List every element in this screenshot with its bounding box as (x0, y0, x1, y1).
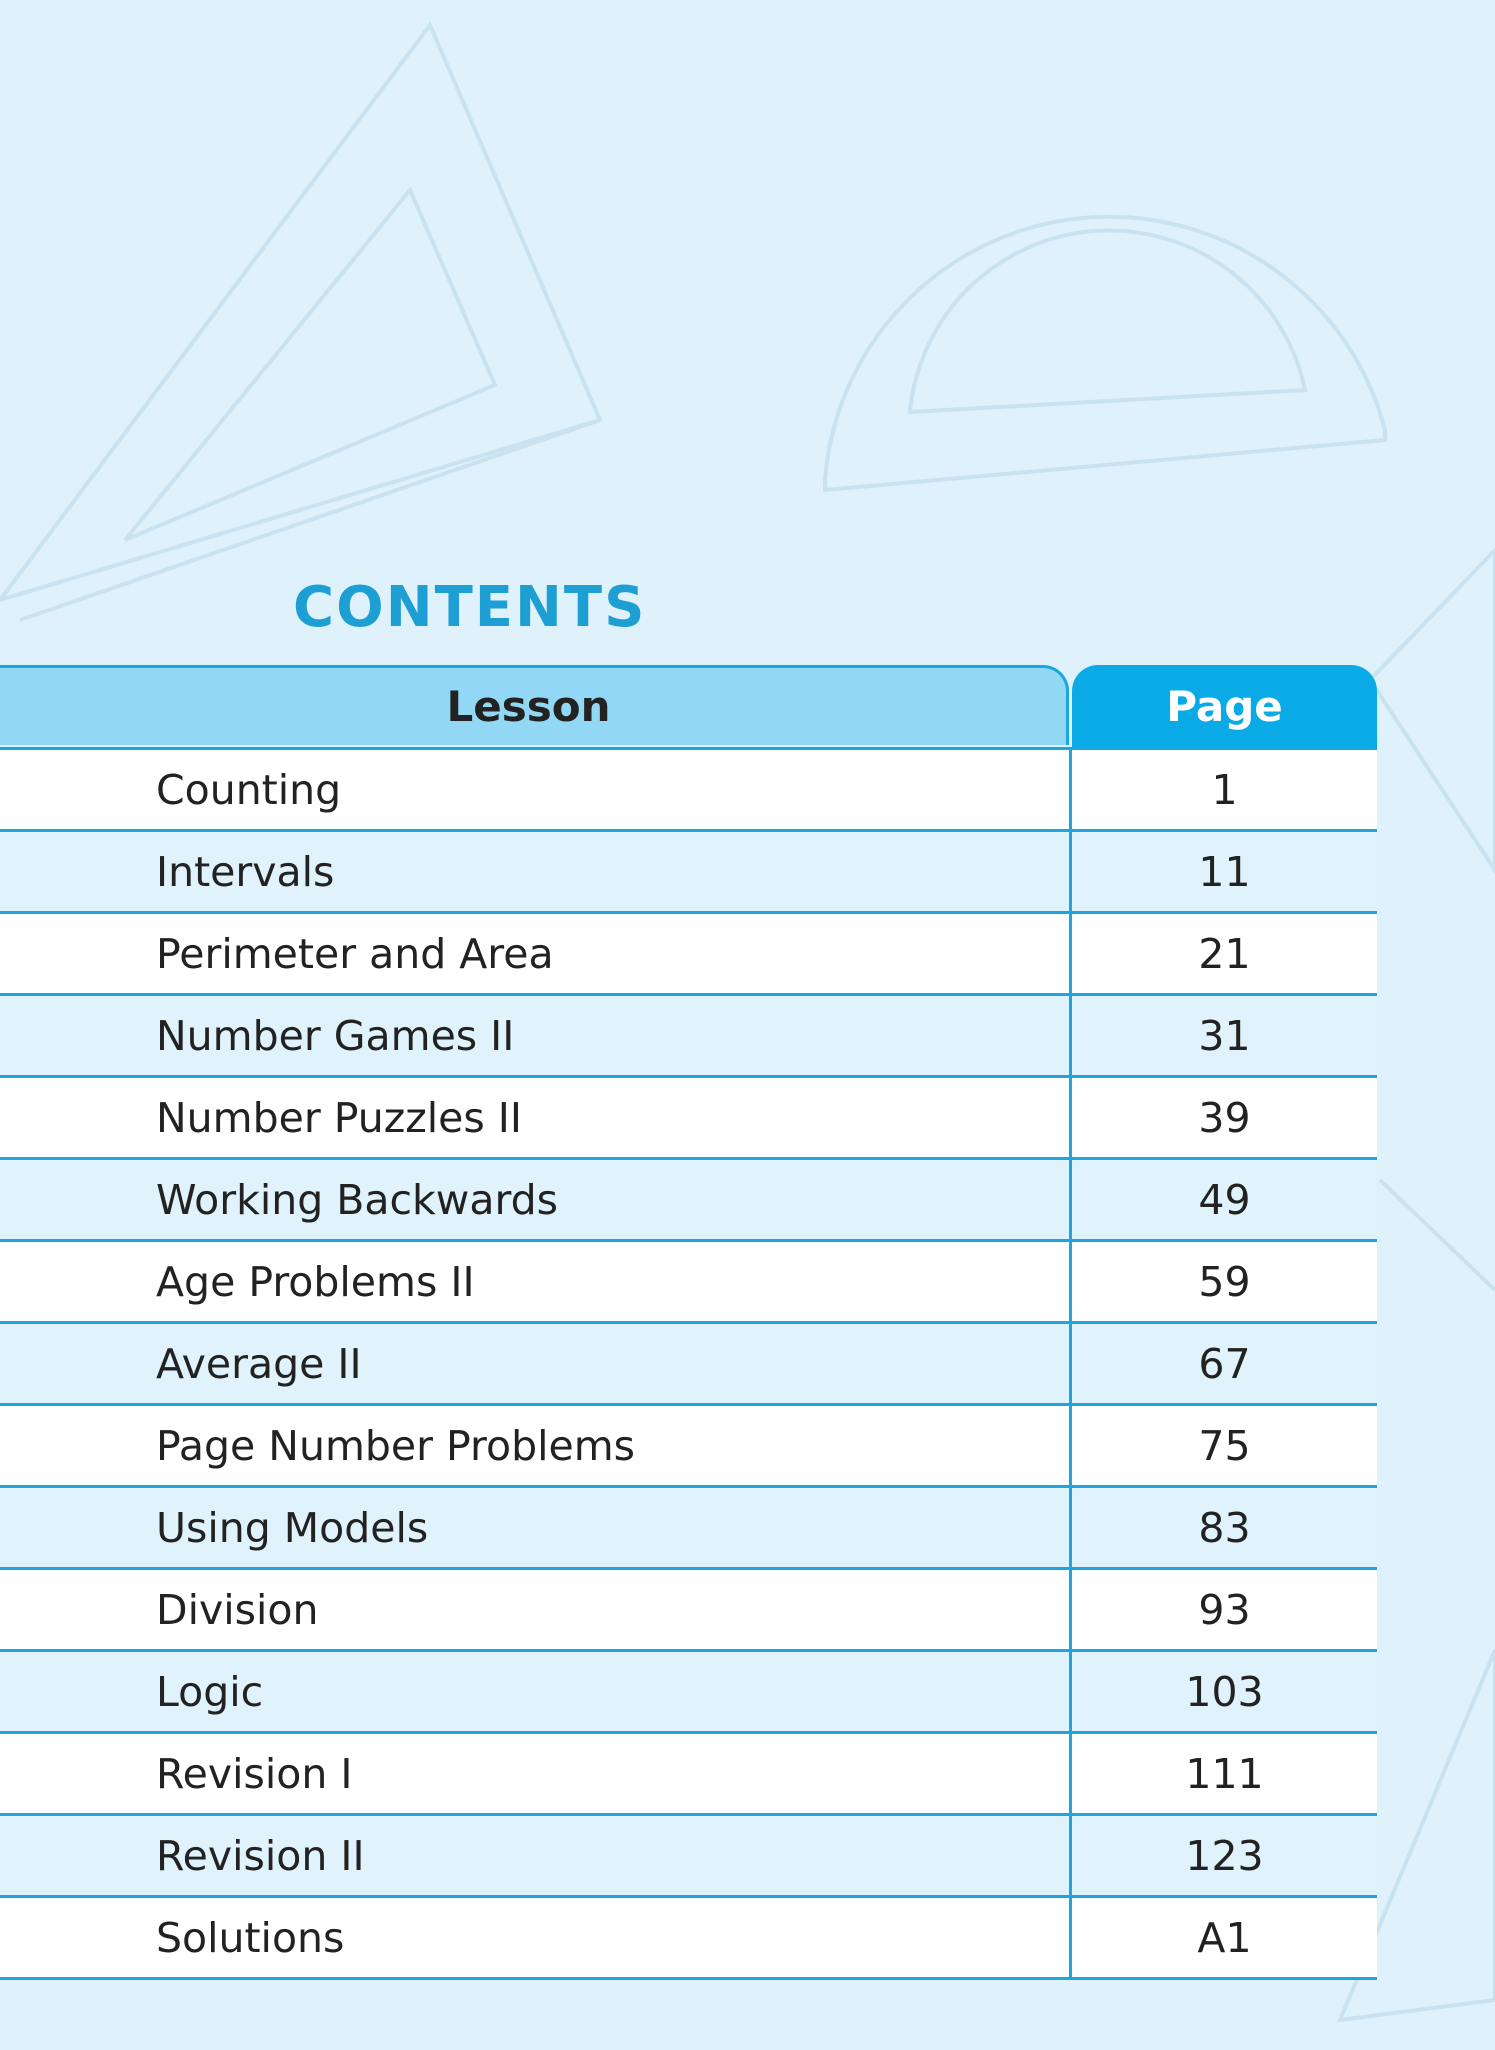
page-column-header: Page (1072, 665, 1377, 747)
page-number: 103 (1069, 1652, 1377, 1731)
page-number: 75 (1069, 1406, 1377, 1485)
lesson-title: Average II (156, 1339, 362, 1388)
page-number: 31 (1069, 996, 1377, 1075)
page-number: 1 (1069, 750, 1377, 829)
page-number: 67 (1069, 1324, 1377, 1403)
page-number: 11 (1069, 832, 1377, 911)
lesson-title: Revision I (156, 1749, 353, 1798)
page-title: CONTENTS (293, 575, 647, 640)
page-number: 49 (1069, 1160, 1377, 1239)
protractor-icon (825, 217, 1385, 490)
table-row (0, 1403, 1377, 1485)
table-row (0, 1239, 1377, 1321)
lesson-title: Intervals (156, 847, 335, 896)
page-number: A1 (1069, 1898, 1377, 1977)
table-row (0, 829, 1377, 911)
lesson-title: Page Number Problems (156, 1421, 636, 1470)
page-number: 39 (1069, 1078, 1377, 1157)
page-number: 123 (1069, 1816, 1377, 1895)
page-number: 59 (1069, 1242, 1377, 1321)
lesson-column-header: Lesson (0, 665, 1069, 745)
lesson-title: Number Games II (156, 1011, 515, 1060)
table-row (0, 1731, 1377, 1813)
set-square-icon (0, 25, 600, 620)
table-row (0, 993, 1377, 1075)
table-row (0, 1649, 1377, 1731)
page-number: 21 (1069, 914, 1377, 993)
lesson-title: Age Problems II (156, 1257, 475, 1306)
table-row (0, 1157, 1377, 1239)
lesson-title: Perimeter and Area (156, 929, 554, 978)
contents-table (0, 665, 1377, 1980)
lesson-title: Solutions (156, 1913, 345, 1962)
table-row (0, 1075, 1377, 1157)
table-row (0, 1813, 1377, 1895)
page-number: 83 (1069, 1488, 1377, 1567)
lesson-title: Number Puzzles II (156, 1093, 522, 1142)
lesson-title: Revision II (156, 1831, 365, 1880)
lesson-title: Counting (156, 765, 342, 814)
table-row (0, 911, 1377, 993)
table-header-row (0, 665, 1377, 747)
table-row (0, 1567, 1377, 1649)
table-row (0, 1321, 1377, 1403)
lesson-title: Using Models (156, 1503, 429, 1552)
table-row (0, 1895, 1377, 1980)
lesson-title: Working Backwards (156, 1175, 558, 1224)
table-row (0, 747, 1377, 829)
page-number: 111 (1069, 1734, 1377, 1813)
lesson-title: Logic (156, 1667, 264, 1716)
lesson-title: Division (156, 1585, 319, 1634)
table-row (0, 1485, 1377, 1567)
page-number: 93 (1069, 1570, 1377, 1649)
